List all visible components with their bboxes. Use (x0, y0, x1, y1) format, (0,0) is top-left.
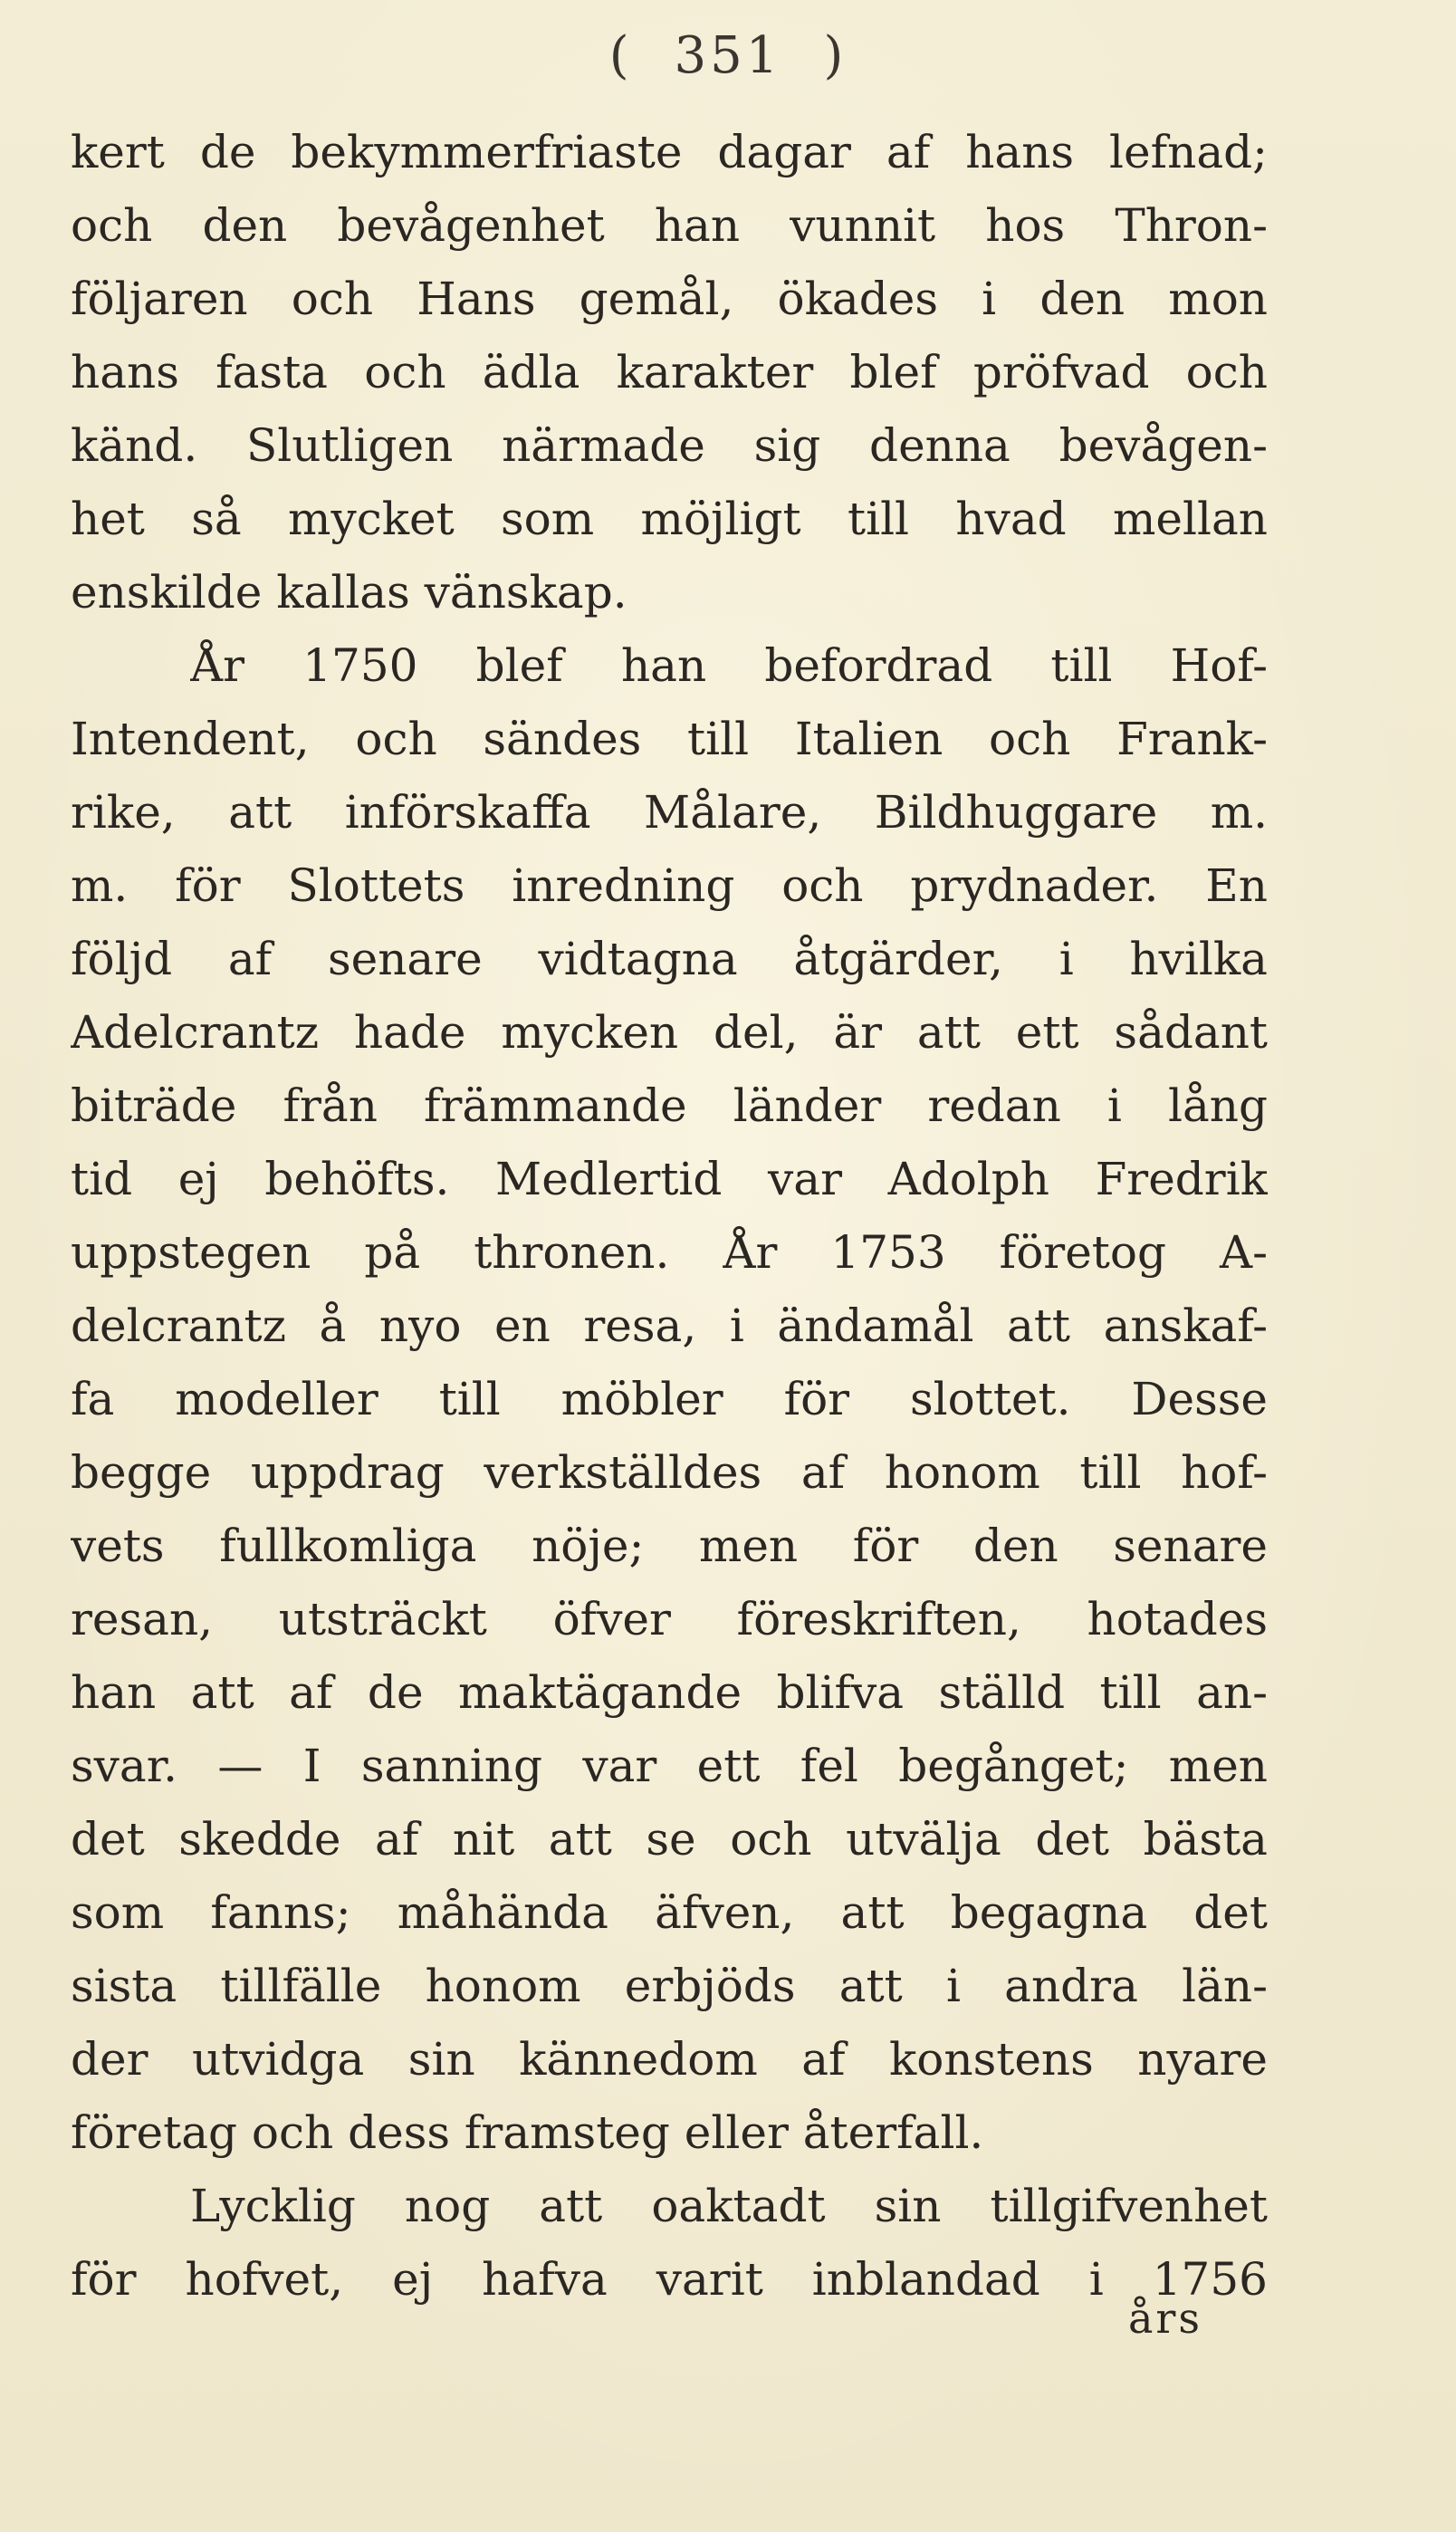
header-close-paren: ) (823, 26, 848, 85)
paragraph-start-line: Lycklig nog att oaktadt sin tillgifvenhet (190, 2180, 1268, 2232)
paragraph-start-line: År 1750 blef han befordrad till Hof- (190, 639, 1268, 692)
text-line: känd. Slutligen närmade sig denna bevågen- (71, 419, 1268, 472)
text-line: tid ej behöfts. Medlertid var Adolph Fredrik (71, 1153, 1268, 1205)
text-line: och den bevågenhet han vunnit hos Thron- (71, 199, 1268, 252)
page-number: 351 (674, 26, 782, 85)
text-line: biträde från främmande länder redan i lång (71, 1079, 1268, 1132)
text-line: Adelcrantz hade mycken del, är att ett sådant (71, 1006, 1268, 1059)
text-line: uppstegen på thronen. År 1753 företog A- (71, 1226, 1268, 1279)
text-line: rike, att införskaffa Målare, Bildhuggare m. (71, 786, 1268, 839)
text-line: begge uppdrag verkställdes af honom till hof- (71, 1446, 1268, 1499)
text-line: som fanns; måhända äfven, att begagna det (71, 1886, 1268, 1939)
text-line: delcrantz å nyo en resa, i ändamål att anskaf- (71, 1300, 1268, 1352)
text-line: vets fullkomliga nöje; men för den senare (71, 1520, 1268, 1572)
text-line: fa modeller till möbler för slottet. Desse (71, 1373, 1268, 1425)
text-line: het så mycket som möjligt till hvad mellan (71, 493, 1268, 545)
text-line: svar. — I sanning var ett fel begånget; men (71, 1740, 1268, 1792)
text-line: kert de bekymmerfriaste dagar af hans lefnad; (71, 126, 1268, 178)
text-line: han att af de maktägande blifva ställd till an- (71, 1666, 1268, 1719)
text-line: m. för Slottets inredning och prydnader. En (71, 859, 1268, 912)
header-open-paren: ( (608, 26, 633, 85)
text-line: sista tillfälle honom erbjöds att i andra län- (71, 1960, 1268, 2012)
text-line: der utvidga sin kännedom af konstens nyare (71, 2033, 1268, 2086)
paragraph-end-line: enskilde kallas vänskap. (71, 566, 627, 619)
text-line: följaren och Hans gemål, ökades i den mon (71, 273, 1268, 325)
text-line: Intendent, och sändes till Italien och Frank- (71, 713, 1268, 765)
catchword: års (1128, 2294, 1203, 2343)
text-line: hans fasta och ädla karakter blef pröfvad och (71, 346, 1268, 398)
text-line: resan, utsträckt öfver föreskriften, hotades (71, 1593, 1268, 1645)
text-line: för hofvet, ej hafva varit inblandad i 1756 (71, 2253, 1268, 2306)
page-header (0, 20, 1456, 92)
text-line: det skedde af nit att se och utvälja det bästa (71, 1813, 1268, 1865)
paragraph-end-line: företag och dess framsteg eller återfall. (71, 2106, 984, 2159)
text-line: följd af senare vidtagna åtgärder, i hvilka (71, 933, 1268, 985)
